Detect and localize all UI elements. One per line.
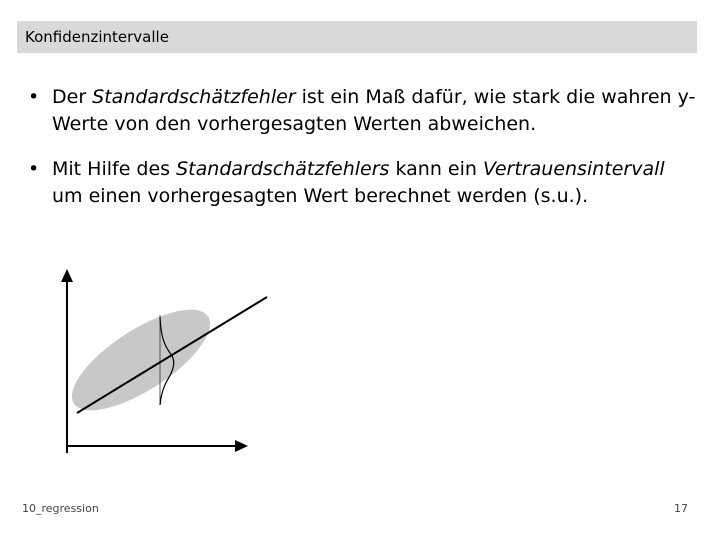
bullet-marker: • <box>28 86 40 108</box>
bullet-text-run: Mit Hilfe des <box>52 158 177 180</box>
x-axis-arrow-icon <box>235 440 248 452</box>
bullet-item <box>28 84 698 138</box>
bullet-marker: • <box>28 158 40 180</box>
bullet-text <box>52 84 698 138</box>
footer-label: 10_regression <box>22 502 99 515</box>
bullet-item <box>28 156 698 210</box>
y-axis-arrow-icon <box>61 269 73 282</box>
confidence-ellipse <box>58 291 225 428</box>
slide-title-bar <box>17 21 697 53</box>
bullet-list <box>28 84 698 228</box>
bullet-text-emphasis: Standardschätzfehlers <box>176 158 390 180</box>
bullet-text-emphasis: Standardschätzfehler <box>92 86 296 108</box>
slide-title: Konfidenzintervalle <box>25 28 169 46</box>
bullet-text-run: kann ein <box>389 158 483 180</box>
bullet-text <box>52 156 698 210</box>
bullet-text-emphasis: Vertrauensintervall <box>482 158 665 180</box>
bullet-text-run: um einen vorhergesagten Wert berechnet werden (s.u.). <box>52 185 589 207</box>
page-number: 17 <box>674 502 688 515</box>
bullet-text-run: Der <box>52 86 93 108</box>
regression-confidence-diagram <box>55 265 275 465</box>
bullet-text-run: ist ein Maß dafür, wie stark die wahren y-Werte von den vorhergesagten Werten abweichen. <box>52 86 696 135</box>
